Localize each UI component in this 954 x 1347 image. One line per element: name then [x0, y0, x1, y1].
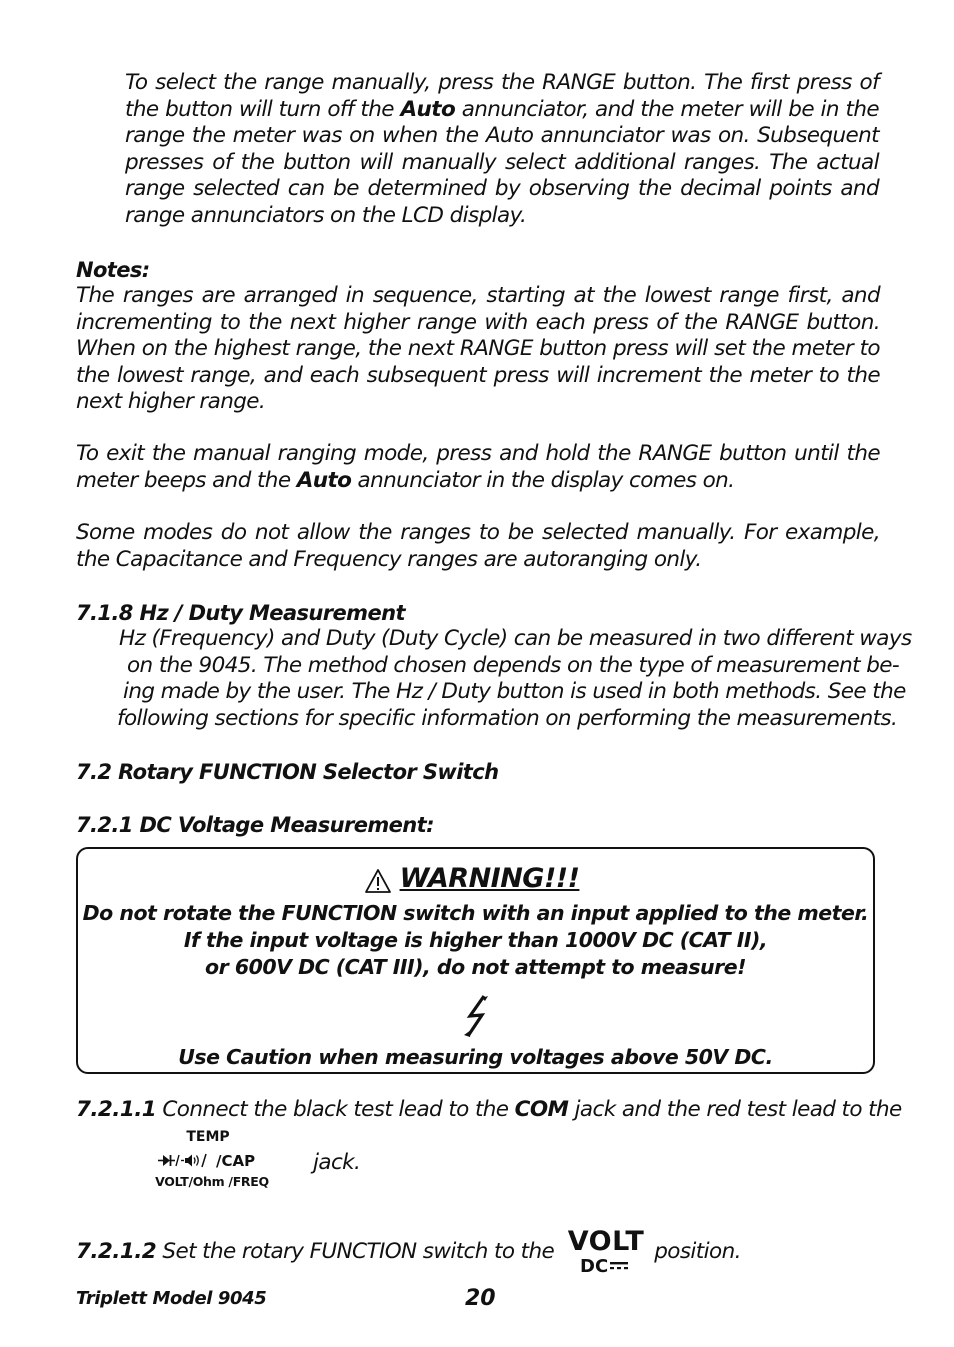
warning-line-2: If the input voltage is higher than 1000V DC (CAT II),	[183, 928, 768, 952]
step-7212-line-start	[76, 1239, 554, 1266]
lightning-bolt-icon	[462, 994, 498, 1042]
step-7211-jack-word: jack.	[313, 1150, 361, 1175]
step-7211-number: 7.2.1.1	[76, 1097, 157, 1122]
section-721-heading: 7.2.1 DC Voltage Measurement:	[76, 813, 434, 837]
warning-caution: Use Caution when measuring voltages above 50V DC.	[178, 1045, 773, 1069]
jack-label-cap: /CAP	[216, 1152, 256, 1170]
switch-label-dc	[580, 1256, 650, 1277]
step-7212-number: 7.2.1.2	[76, 1239, 157, 1264]
section-718-heading: 7.1.8 Hz / Duty Measurement	[76, 601, 405, 625]
switch-label-dc-text: DC	[580, 1256, 609, 1277]
volt-dc-switch-label	[562, 1228, 650, 1280]
diode-beeper-icon	[158, 1153, 216, 1172]
auto-keyword: Auto	[400, 96, 456, 122]
volt-jack-label	[128, 1129, 294, 1195]
section-72-heading: 7.2 Rotary FUNCTION Selector Switch	[76, 760, 499, 784]
notes-heading: Notes:	[76, 258, 150, 282]
section-718-line-4: following sections for specific information on performing the measurements.	[117, 706, 898, 731]
section-718-line-1: Hz (Frequency) and Duty (Duty Cycle) can be measured in two different ways	[119, 626, 912, 651]
footer-model: Triplett Model 9045	[76, 1288, 267, 1309]
notes-paragraph-2-text-b: annunciator in the display comes on.	[351, 467, 735, 493]
jack-label-volt-ohm-freq: VOLT/Ohm /FREQ	[155, 1174, 269, 1189]
section-718-line-3: ing made by the user. The Hz / Duty button is used in both methods. See the	[123, 679, 906, 704]
com-jack-keyword: COM	[514, 1097, 569, 1122]
jack-label-temp: TEMP	[186, 1129, 230, 1145]
step-7211-text-a: Connect the black test lead to the	[156, 1097, 515, 1122]
switch-label-volt: VOLT	[567, 1226, 645, 1257]
intro-paragraph	[125, 70, 879, 229]
warning-box	[76, 847, 875, 1074]
warning-line-3: or 600V DC (CAT III), do not attempt to measure!	[204, 955, 747, 979]
footer-page-number: 20	[465, 1286, 496, 1311]
section-718-line-2: on the 9045. The method chosen depends on the type of measurement be-	[127, 653, 900, 678]
step-7212-line-end: position.	[648, 1239, 741, 1264]
auto-keyword: Auto	[296, 467, 352, 493]
warning-triangle-icon	[364, 868, 392, 898]
notes-paragraph-3: Some modes do not allow the ranges to be selected manually. For example, the Capacitance and Frequency ranges are autoranging only.	[76, 520, 880, 572]
intro-text-1: To select the range manually, press the RANGE button. The first press of the button will turn off the	[125, 70, 879, 122]
step-7211-line	[76, 1097, 902, 1124]
intro-text-2: annunciator, and the meter will be in the range the meter was on when the Auto annunciator was on. Subsequent presses of the button will manually select additional ranges. The actual range selected can be determined by observing the decimal points and range annunciators on the LCD display.	[125, 96, 879, 228]
notes-paragraph-2-text-a: To exit the manual ranging mode, press and hold the RANGE button until the meter beeps and the	[76, 441, 880, 493]
warning-header	[78, 863, 873, 898]
step-7212-text-a: Set the rotary FUNCTION switch to the	[156, 1239, 555, 1264]
warning-line-1: Do not rotate the FUNCTION switch with an input applied to the meter.	[82, 901, 869, 925]
notes-paragraph-1: The ranges are arranged in sequence, starting at the lowest range first, and incrementing to the next higher range with each press of the RANGE button. When on the highest range, the next RANGE button press will set the meter to the lowest range, and each subsequent press will increment the meter to the next higher range.	[76, 283, 880, 414]
dc-symbol-icon	[610, 1256, 628, 1276]
jack-label-line-2	[158, 1152, 298, 1172]
step-7211-text-b: jack and the red test lead to the	[568, 1097, 902, 1122]
warning-title: WARNING!!!	[399, 863, 580, 894]
notes-paragraph-2	[76, 441, 880, 494]
